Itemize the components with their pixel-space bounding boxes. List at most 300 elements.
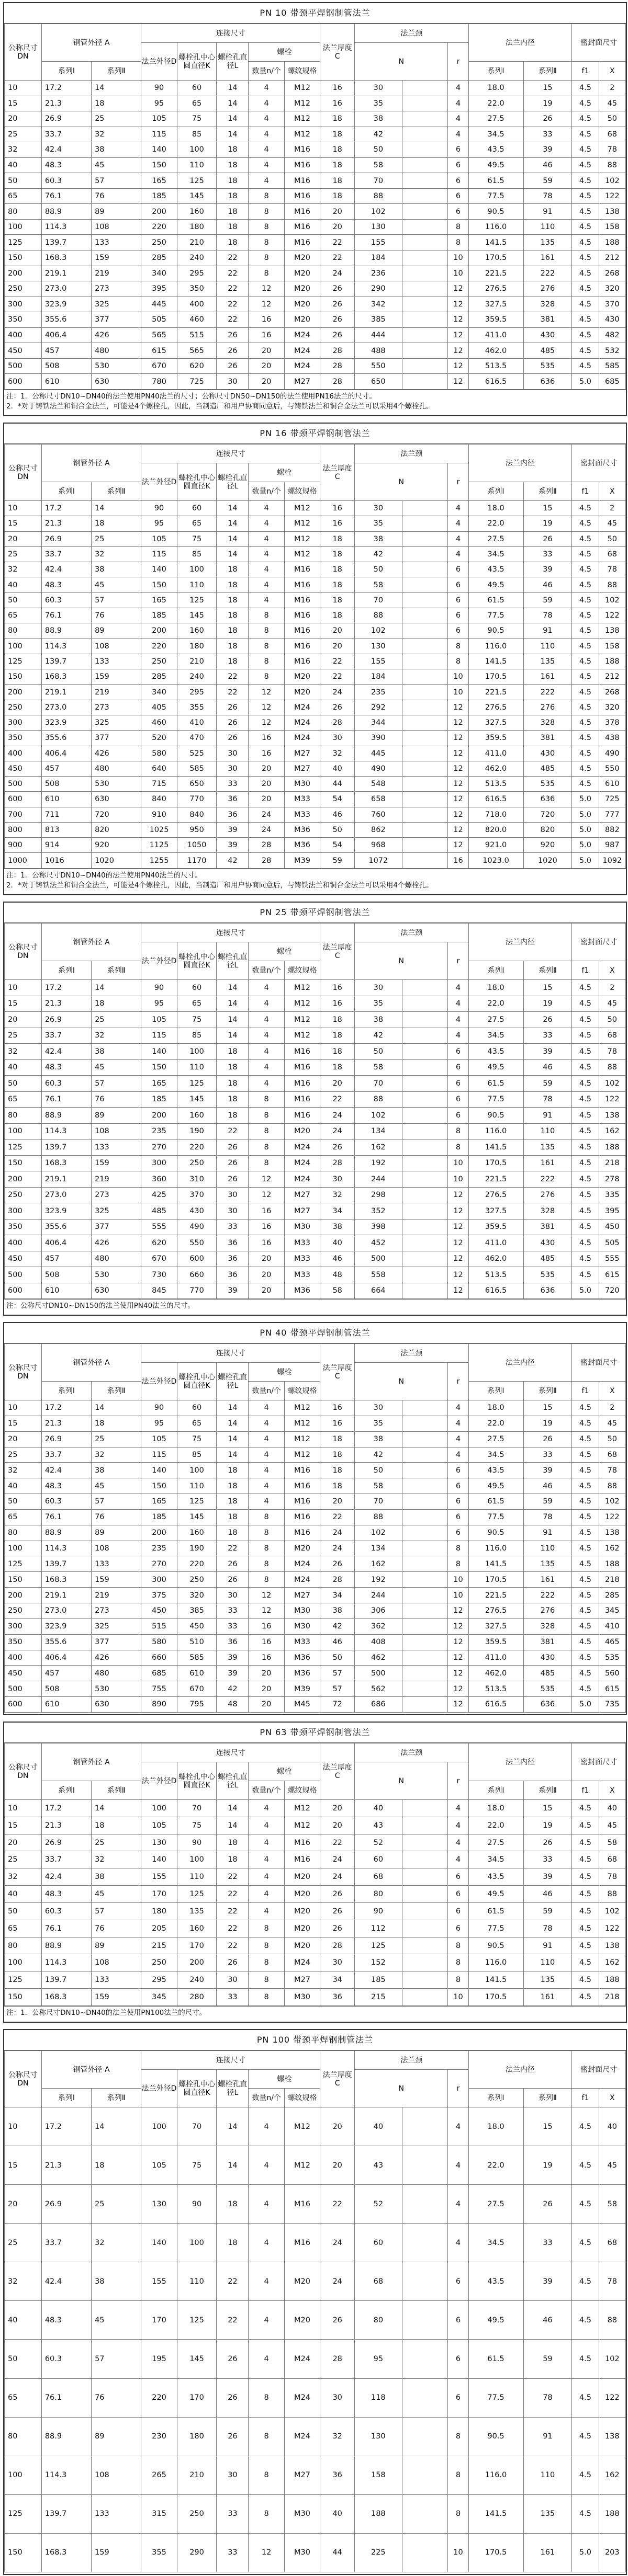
table-cell: 4 [249,1431,284,1447]
table-cell: 22 [217,1902,249,1920]
table-cell: 4 [448,2224,468,2262]
table-cell: 4.5 [572,996,599,1012]
table-cell: 290 [177,2533,217,2572]
table-row [5,2262,626,2301]
table-cell: 26 [523,1834,572,1851]
table-cell: 398 [355,1219,402,1235]
table-cell: 14 [217,546,249,562]
table-cell: 18 [320,142,355,158]
table-cell: 105 [141,2146,177,2185]
table-cell: 18 [217,204,249,220]
table-cell: 4 [249,531,284,546]
table-cell: 4 [448,81,468,96]
table-cell: 46 [320,807,355,822]
table-cell: 686 [355,1697,402,1713]
section-notes [4,2006,626,2020]
table-cell: 20 [249,792,284,807]
header-thickness: 法兰厚度C [320,2051,355,2107]
table-cell: 18 [320,1028,355,1044]
table-cell: 24 [320,2224,355,2262]
table-cell: 185 [141,608,177,623]
table-cell: M16 [284,562,320,577]
table-cell: 18 [217,577,249,592]
table-cell: 4 [249,1800,284,1817]
table-cell: 1016 [41,853,91,868]
table-cell: 22 [217,2262,249,2301]
table-cell: 430 [523,327,572,343]
header-bolt-circle: 螺栓孔中心圆直径K [177,1363,217,1400]
table-cell: 125 [5,235,42,250]
header-connection: 连接尺寸 [141,2051,320,2070]
table-cell: 108 [92,1541,141,1556]
table-cell: 273 [92,1187,141,1203]
table-cell [402,1868,448,1886]
table-cell: 4.5 [572,1556,599,1572]
table-cell [402,2378,448,2417]
table-cell: 4 [249,1868,284,1886]
table-cell: 5.0 [572,822,599,837]
table-cell: 4.5 [572,1267,599,1283]
header-bolt-thread: 螺纹规格 [284,961,320,980]
table-cell: 20 [320,1817,355,1834]
table-cell: 28 [249,853,284,868]
table-cell: 19 [523,516,572,531]
table-row [5,1937,626,1954]
table-cell: 26 [523,531,572,546]
table-cell: 4.5 [572,1920,599,1937]
header-bore-series1: 系列Ⅰ [468,961,523,980]
table-cell [402,111,448,127]
table-cell: 28 [320,1155,355,1171]
table-cell: 89 [92,2417,141,2456]
table-cell: 485 [523,343,572,359]
table-cell: 155 [355,654,402,669]
table-cell: 125 [5,1139,42,1156]
table-cell: 150 [141,1478,177,1494]
table-cell: 268 [599,266,625,281]
table-cell: 600 [5,1283,42,1299]
table-cell: 12 [448,374,468,390]
table-cell: M12 [284,1447,320,1463]
table-cell: 26 [217,358,249,374]
table-cell: 61.5 [468,1902,523,1920]
table-cell: 30 [217,1971,249,1989]
section-notes [4,1299,626,1313]
table-cell: 14 [217,501,249,516]
table-cell: 200 [5,1588,42,1603]
table-cell: 6 [448,623,468,639]
table-cell: 78 [599,142,625,158]
table-cell: 520 [141,731,177,746]
table-cell [402,1171,448,1188]
table-cell: 4.5 [572,1028,599,1044]
table-cell: 34.5 [468,127,523,142]
table-cell: 19 [523,996,572,1012]
table-cell: 405 [141,700,177,715]
table-cell: 60.3 [41,592,91,608]
table-cell: 160 [177,1108,217,1124]
table-cell: 25 [92,531,141,546]
table-cell: 100 [177,142,217,158]
table-cell: 15 [523,81,572,96]
table-cell: 5.0 [572,792,599,807]
table-cell: 33 [217,1603,249,1618]
table-cell [402,188,448,204]
header-connection: 连接尺寸 [141,1743,320,1762]
table-cell: M20 [284,1937,320,1954]
table-cell: 25 [5,2224,42,2262]
table-cell: 40 [5,157,42,173]
table-cell: 16 [320,516,355,531]
table-cell: 24 [320,2262,355,2301]
table-cell: 43.5 [468,142,523,158]
table-cell: 46 [523,1886,572,1903]
table-cell: 115 [141,1028,177,1044]
table-cell: 36 [217,1235,249,1251]
table-cell: 40 [320,1235,355,1251]
table-cell: 33.7 [41,1447,91,1463]
table-cell: 12 [448,792,468,807]
table-cell: 16 [249,1235,284,1251]
table-cell: 377 [92,1219,141,1235]
table-cell: 715 [141,777,177,792]
table-cell: 76.1 [41,1920,91,1937]
table-row [5,204,626,220]
table-cell: 34.5 [468,1851,523,1868]
table-cell: M20 [284,669,320,685]
table-cell: 210 [177,654,217,669]
table-cell: M24 [284,1954,320,1971]
table-cell: 4.5 [572,1634,599,1650]
table-cell: 4.5 [572,623,599,639]
table-cell: 180 [141,1902,177,1920]
table-cell: 4.5 [572,2107,599,2146]
table-cell: 65 [5,2378,42,2417]
table-cell: 222 [523,1588,572,1603]
table-cell: 116.0 [468,639,523,654]
table-cell: 100 [5,2456,42,2494]
header-bolt-count: 数量n/个 [249,62,284,81]
table-cell: 4 [448,2107,468,2146]
table-cell: M20 [284,1541,320,1556]
table-cell: 385 [177,1603,217,1618]
table-cell: 300 [5,297,42,312]
table-cell: 89 [92,1937,141,1954]
table-cell: 12 [448,1187,468,1203]
table-cell [402,1251,448,1267]
table-cell: 192 [355,1572,402,1588]
table-cell: 35 [355,996,402,1012]
table-cell: 38 [92,1868,141,1886]
table-cell: 22 [217,669,249,685]
table-cell: 102 [355,623,402,639]
table-cell [402,685,448,700]
table-cell: 4.5 [572,358,599,374]
table-cell: 345 [141,1989,177,2006]
table-cell: 77.5 [468,188,523,204]
table-cell: 22 [217,312,249,328]
table-cell: 32 [5,1044,42,1060]
table-cell: 58 [355,1059,402,1076]
table-cell: 20 [5,1431,42,1447]
table-cell [402,219,448,235]
table-cell: 359.5 [468,1219,523,1235]
table-cell: 560 [599,1666,625,1681]
table-cell: 50 [599,111,625,127]
table-cell [402,343,448,359]
table-cell: 4.5 [572,1139,599,1156]
table-cell: 350 [5,312,42,328]
table-cell: 600 [5,374,42,390]
table-cell [402,281,448,297]
table-cell: 450 [599,1219,625,1235]
table-cell: 160 [177,1525,217,1541]
table-cell: 18 [217,1525,249,1541]
table-row [5,374,626,390]
table-cell: M16 [284,1044,320,1060]
table-cell: 20 [320,1076,355,1092]
table-cell: 411.0 [468,1235,523,1251]
table-cell: 1125 [141,838,177,853]
table-cell: 5.0 [572,1697,599,1713]
table-cell: 12 [448,358,468,374]
table-cell: M39 [284,853,320,868]
table-cell: 4.5 [572,746,599,761]
table-cell: 32 [92,546,141,562]
table-cell: M39 [284,1681,320,1697]
table-cell: 327.5 [468,297,523,312]
table-cell: M24 [284,358,320,374]
table-cell: 159 [92,250,141,266]
table-cell: 48 [217,1697,249,1713]
table-cell: 150 [141,157,177,173]
table-cell: 170.5 [468,1572,523,1588]
table-cell: 4.5 [572,157,599,173]
table-cell: 658 [355,792,402,807]
table-cell: 615 [141,343,177,359]
header-x: X [599,62,625,81]
table-cell: 33 [523,1028,572,1044]
table-cell: 65 [177,1416,217,1431]
table-cell: 42.4 [41,2262,91,2301]
table-cell: 4.5 [572,1123,599,1139]
table-cell: 4.5 [572,639,599,654]
table-cell: 4.5 [572,1235,599,1251]
table-cell: 306 [355,1603,402,1618]
table-cell: 10 [448,250,468,266]
table-cell: 42.4 [41,1044,91,1060]
table-cell: 141.5 [468,1971,523,1989]
table-cell: 135 [523,1556,572,1572]
note-line: 注：1．公称尺寸DN10~DN40的法兰使用PN40法兰的尺寸。 [6,871,202,880]
table-cell: M16 [284,204,320,220]
table-cell: 135 [523,1139,572,1156]
table-cell: 780 [141,374,177,390]
table-cell: 18 [320,531,355,546]
table-cell: 18.0 [468,980,523,996]
table-cell: M16 [284,639,320,654]
table-cell: 250 [5,281,42,297]
table-cell: 12 [448,761,468,776]
table-cell: 664 [355,1283,402,1299]
table-cell: 185 [141,188,177,204]
table-cell: 88.9 [41,2417,91,2456]
table-row [5,1267,626,1283]
table-cell: 105 [141,111,177,127]
table-cell: 15 [5,996,42,1012]
table-cell: 33 [217,777,249,792]
table-cell: 360 [141,1171,177,1188]
table-cell: 33.7 [41,2224,91,2262]
table-cell: 15 [523,1400,572,1416]
table-cell: 50 [320,1650,355,1666]
table-cell: 60 [355,1851,402,1868]
table-cell: 24 [320,266,355,281]
table-cell: 32 [5,1868,42,1886]
table-cell: 370 [599,297,625,312]
table-cell: 4 [249,1463,284,1478]
table-cell: 4.5 [572,700,599,715]
table-cell: 4.5 [572,1868,599,1886]
table-cell: 205 [141,1920,177,1937]
table-cell: M20 [284,250,320,266]
table-row [5,654,626,669]
table-cell: 18 [217,1076,249,1092]
table-cell: 184 [355,669,402,685]
table-cell: 46 [523,2301,572,2340]
table-cell: M12 [284,2107,320,2146]
table-cell: 43.5 [468,1463,523,1478]
table-cell: 26 [320,2301,355,2340]
table-cell: 20 [249,761,284,776]
table-cell: 17.2 [41,2107,91,2146]
table-cell: 38 [92,1463,141,1478]
table-cell: 295 [177,685,217,700]
table-cell: 44 [320,777,355,792]
table-cell: 61.5 [468,2340,523,2378]
table-cell: 14 [217,1817,249,1834]
table-cell: 636 [523,374,572,390]
table-cell: 100 [177,1463,217,1478]
table-cell: 273.0 [41,281,91,297]
header-bore: 法兰内径 [468,2051,572,2089]
table-row [5,777,626,792]
table-cell: 159 [92,669,141,685]
table-cell: 660 [141,1650,177,1666]
table-cell: 219.1 [41,1588,91,1603]
table-cell: 20 [249,1681,284,1697]
table-row [5,501,626,516]
flange-table-section [3,1722,627,2023]
table-cell: 18 [320,562,355,577]
table-cell: 240 [177,669,217,685]
table-cell: 890 [141,1697,177,1713]
note-line: 2．*对于铸铁法兰和铜合金法兰，可能是4个螺栓孔，因此，当制造厂和用户协商同意后，与铸铁法兰和铜合金法兰可以采用4个螺栓孔。 [6,402,433,411]
table-cell: 42.4 [41,1868,91,1886]
table-cell: 48.3 [41,2301,91,2340]
header-bolt: 螺栓 [249,1363,320,1382]
table-cell: 20 [249,343,284,359]
table-cell: 555 [599,1251,625,1267]
table-cell: 20 [320,204,355,220]
table-cell: 22 [217,1123,249,1139]
flange-table-section [3,1322,627,1715]
table-cell: 8 [249,1139,284,1156]
table-cell: 61.5 [468,592,523,608]
table-cell: 45 [599,996,625,1012]
table-cell [402,2146,448,2185]
table-cell: 108 [92,219,141,235]
table-cell [402,2301,448,2340]
table-cell: 12 [448,1650,468,1666]
table-cell: 273.0 [41,1187,91,1203]
table-cell: 6 [448,157,468,173]
table-row [5,2224,626,2262]
table-cell: M24 [284,1171,320,1188]
table-cell: 32 [320,2417,355,2456]
table-cell: 12 [448,715,468,730]
table-cell: 188 [599,1139,625,1156]
table-cell: 22 [217,685,249,700]
table-cell: 8 [448,2417,468,2456]
table-cell: 770 [177,792,217,807]
table-cell: 235 [141,1541,177,1556]
table-cell: M27 [284,1588,320,1603]
header-f1: f1 [572,1382,599,1400]
table-cell: 185 [355,1971,402,1989]
table-cell: 18 [320,546,355,562]
table-row [5,996,626,1012]
table-cell: 18 [320,1463,355,1478]
table-cell: 18 [217,1108,249,1124]
table-cell: 295 [177,266,217,281]
table-cell: 8 [249,1937,284,1954]
table-cell: 76.1 [41,2378,91,2417]
header-series1: 系列Ⅰ [41,961,91,980]
table-cell: 385 [355,312,402,328]
table-cell [402,1012,448,1028]
table-cell: M24 [284,2340,320,2378]
table-cell: 22.0 [468,1416,523,1431]
table-cell: 138 [599,1525,625,1541]
table-cell: 4 [249,1817,284,1834]
table-cell: 185 [141,1091,177,1108]
table-cell [402,623,448,639]
table-cell: 16 [249,327,284,343]
table-cell: M20 [284,1868,320,1886]
table-cell: 12 [448,1603,468,1618]
table-cell: 59 [523,1076,572,1092]
table-cell: 6 [448,1494,468,1510]
table-cell: 28 [320,358,355,374]
header-neck: 法兰颈 [355,1743,468,1762]
table-cell [402,1588,448,1603]
table-cell: 21.3 [41,996,91,1012]
table-cell [402,807,448,822]
table-cell: 26 [320,1886,355,1903]
table-cell: 24 [249,807,284,822]
table-cell: 25 [5,127,42,142]
table-row [5,1971,626,1989]
table-cell: 168.3 [41,2533,91,2572]
table-cell: M16 [284,654,320,669]
table-cell: 133 [92,2494,141,2533]
table-cell: 42 [217,853,249,868]
table-cell: 27.5 [468,531,523,546]
table-cell: 200 [5,1171,42,1188]
table-cell: 188 [599,654,625,669]
table-cell: 720 [599,1283,625,1299]
